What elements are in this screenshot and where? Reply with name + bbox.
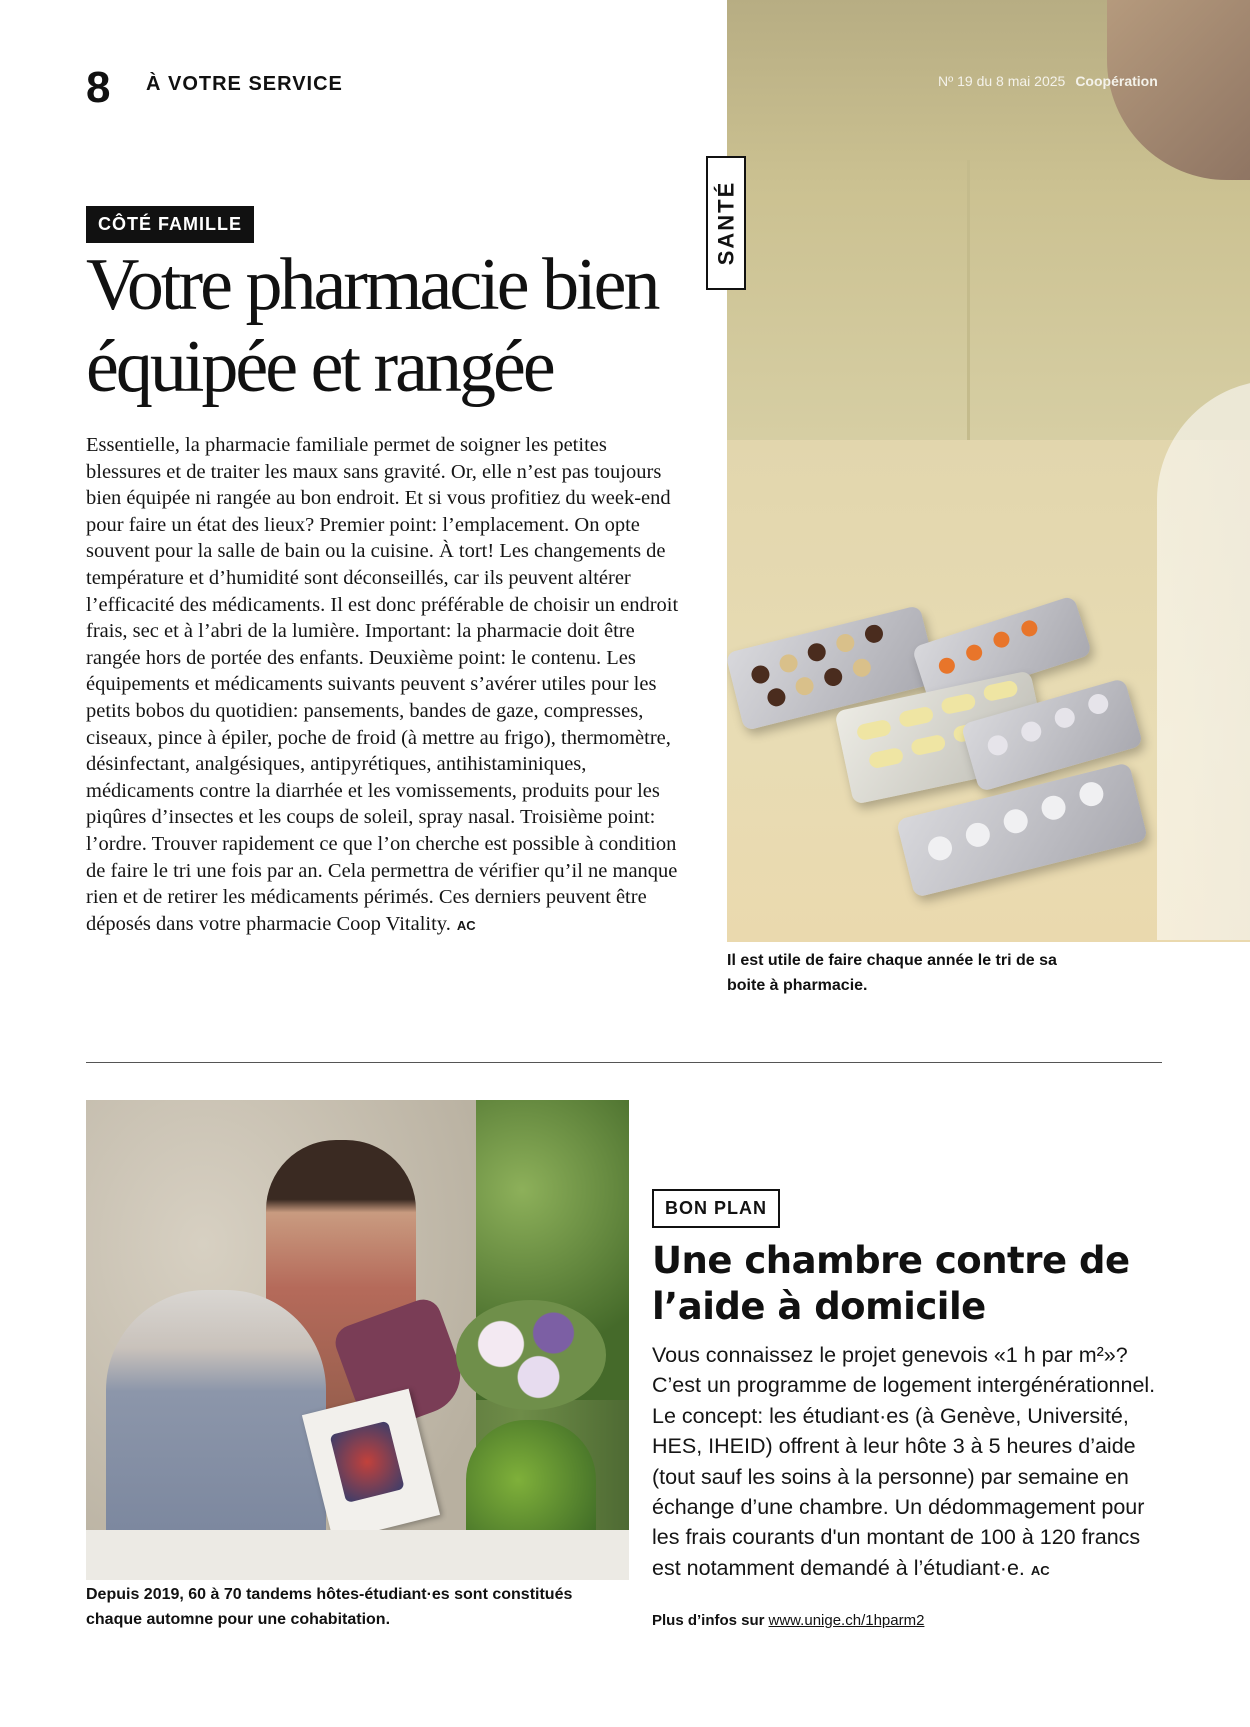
flower-pot	[456, 1300, 606, 1410]
article-body-text: Essentielle, la pharmacie familiale permet de soigner les petites blessures et de traiter les maux sans gravité. Or, elle n’est pas toujours bien équipée ni rangée au bon endroit. Et si vous profitiez du week-end pour faire un état des lieux? Premier point: l’emplacement. On opte souvent pour la salle de bain ou la cuisine. À tort! Les changements de température et d’humidité sont déconseillés, car ils peuvent altérer l’efficacité des médicaments. Il est donc préférable de choisir un endroit frais, sec et à l’abri de la lumière. Important: la pharmacie doit être rangée hors de portée des enfants. Deuxième point: le contenu. Les équipements et médicaments suivants peuvent s’avérer utiles pour les petits bobos du quotidien: pansements, bandes de gaze, compresses, ciseaux, pince à épiler, poche de froid (à mettre au frigo), thermomètre, désinfectant, analgésiques, antipyrétiques, antihistaminiques, médicaments contre la diarrhée et les vomissements, produits pour les piqûres d’insectes et les coups de soleil, spray nasal. Troisième point: l’ordre. Trouver rapidement ce que l’on cherche est possible à condition de faire le tri une fois par an. Cela permettra de vérifier qu’il ne manque rien et de retirer les médicaments périmés. Ces derniers peuvent être déposés dans votre pharmacie Coop Vitality.	[86, 434, 679, 935]
photo-caption-2: Depuis 2019, 60 à 70 tandems hôtes-étudiant·es sont constitués chaque automne pour une cohabitation.	[86, 1586, 573, 1628]
section-title: À VOTRE SERVICE	[146, 73, 343, 95]
article-body-2	[652, 1340, 1172, 1586]
category-tag: CÔTÉ FAMILLE	[86, 206, 254, 243]
photo-caption: Il est utile de faire chaque année le tri de sa boite à pharmacie.	[727, 952, 1057, 994]
page-number: 8	[86, 63, 110, 112]
publication-name: Coopération	[1075, 73, 1158, 89]
cohabitation-photo	[86, 1100, 629, 1580]
more-info-link[interactable]: www.unige.ch/1hparm2	[768, 1612, 925, 1629]
more-info	[652, 1612, 924, 1629]
issue-info	[938, 73, 1158, 89]
more-info-label: Plus d’infos sur	[652, 1612, 765, 1629]
category-tag-2: BON PLAN	[652, 1189, 780, 1228]
author-signature-2: AC	[1030, 1562, 1050, 1578]
article-body	[86, 432, 686, 939]
glass-jar	[1157, 380, 1250, 940]
magazine-cover-art	[330, 1421, 405, 1503]
article-headline-2: Une chambre contre de l’aide à domicile	[652, 1239, 1130, 1328]
rubric-text: SANTÉ	[713, 180, 738, 266]
pharmacy-photo	[727, 0, 1250, 942]
section-divider	[86, 1062, 1162, 1063]
tablecloth	[86, 1530, 629, 1580]
cabinet-edge	[967, 160, 970, 460]
article-body-2-text: Vous connaissez le projet genevois «1 h par m²»? C’est un programme de logement intergénérationnel. Le concept: les étudiant·es (à Genève, Université, HES, IHEID) offrent à leur hôte 3 à 5 heures d’aide (tout sauf les soins à la personne) par semaine en échange d’une chambre. Un dédommagement pour les frais courants d'un montant de 100 à 120 francs est notamment demandé à l’étudiant·e.	[652, 1343, 1156, 1580]
issue-number: Nº 19 du 8 mai 2025	[938, 73, 1066, 89]
author-signature: AC	[456, 917, 476, 933]
article-headline: Votre pharmacie bien équipée et rangée	[86, 244, 658, 408]
